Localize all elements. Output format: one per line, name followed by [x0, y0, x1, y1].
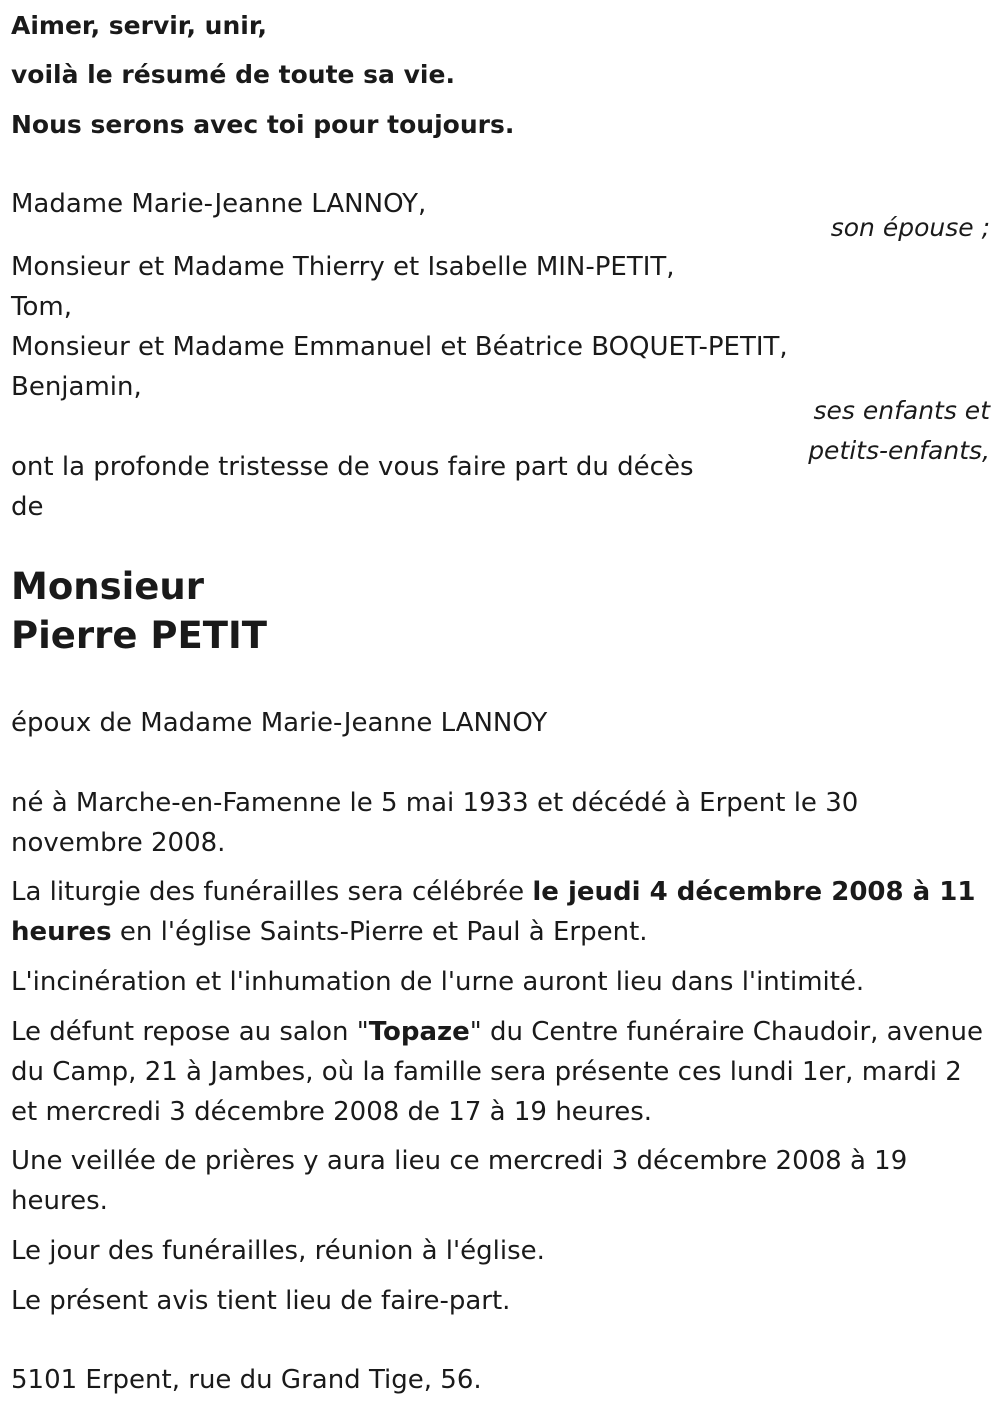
children-role-2: petits-enfants, — [808, 436, 990, 465]
grandchild-line-1: Tom, — [11, 292, 72, 322]
deceased-title: Monsieur — [11, 565, 204, 608]
motto-line-2: voilà le résumé de toute sa vie. — [11, 60, 455, 89]
liturgy-intro: La liturgie des funérailles sera célébrée — [11, 877, 533, 907]
liturgy-line-1 — [11, 872, 975, 912]
liturgy-hours: heures — [11, 917, 112, 947]
salon-center: " du Centre funéraire Chaudoir, avenue — [469, 1017, 983, 1047]
liturgy-date: le jeudi 4 décembre 2008 à 11 — [532, 877, 976, 907]
vigil-line-1: Une veillée de prières y aura lieu ce mercredi 3 décembre 2008 à 19 — [11, 1146, 908, 1176]
spouse-of: époux de Madame Marie-Jeanne LANNOY — [11, 708, 548, 738]
birth-death-line-1: né à Marche-en-Famenne le 5 mai 1933 et décédé à Erpent le 30 — [11, 788, 859, 818]
announcement-line-1: ont la profonde tristesse de vous faire part du décès — [11, 452, 694, 482]
vigil-line-2: heures. — [11, 1186, 108, 1216]
child-line-1: Monsieur et Madame Thierry et Isabelle MIN-PETIT, — [11, 252, 675, 282]
salon-line-3: et mercredi 3 décembre 2008 de 17 à 19 heures. — [11, 1097, 653, 1127]
motto-line-3: Nous serons avec toi pour toujours. — [11, 110, 515, 139]
deceased-name: Pierre PETIT — [11, 614, 268, 657]
motto-line-1: Aimer, servir, unir, — [11, 11, 267, 40]
cremation-note: L'incinération et l'inhumation de l'urne auront lieu dans l'intimité. — [11, 967, 865, 997]
spouse-name: Madame Marie-Jeanne LANNOY, — [11, 189, 427, 219]
announcement-line-2: de — [11, 492, 44, 522]
meeting-note: Le jour des funérailles, réunion à l'église. — [11, 1236, 545, 1266]
children-role-1: ses enfants et — [813, 396, 990, 425]
child-line-2: Monsieur et Madame Emmanuel et Béatrice BOQUET-PETIT, — [11, 332, 788, 362]
birth-death-line-2: novembre 2008. — [11, 828, 226, 858]
notice-note: Le présent avis tient lieu de faire-part. — [11, 1286, 511, 1316]
salon-line-1 — [11, 1012, 983, 1052]
salon-intro: Le défunt repose au salon " — [11, 1017, 369, 1047]
liturgy-place: en l'église Saints-Pierre et Paul à Erpent. — [111, 917, 648, 947]
liturgy-line-2 — [11, 912, 648, 952]
spouse-role: son épouse ; — [830, 213, 990, 242]
grandchild-line-2: Benjamin, — [11, 372, 142, 402]
salon-line-2: du Camp, 21 à Jambes, où la famille sera présente ces lundi 1er, mardi 2 — [11, 1057, 962, 1087]
salon-name: Topaze — [368, 1017, 470, 1047]
address: 5101 Erpent, rue du Grand Tige, 56. — [11, 1365, 482, 1395]
